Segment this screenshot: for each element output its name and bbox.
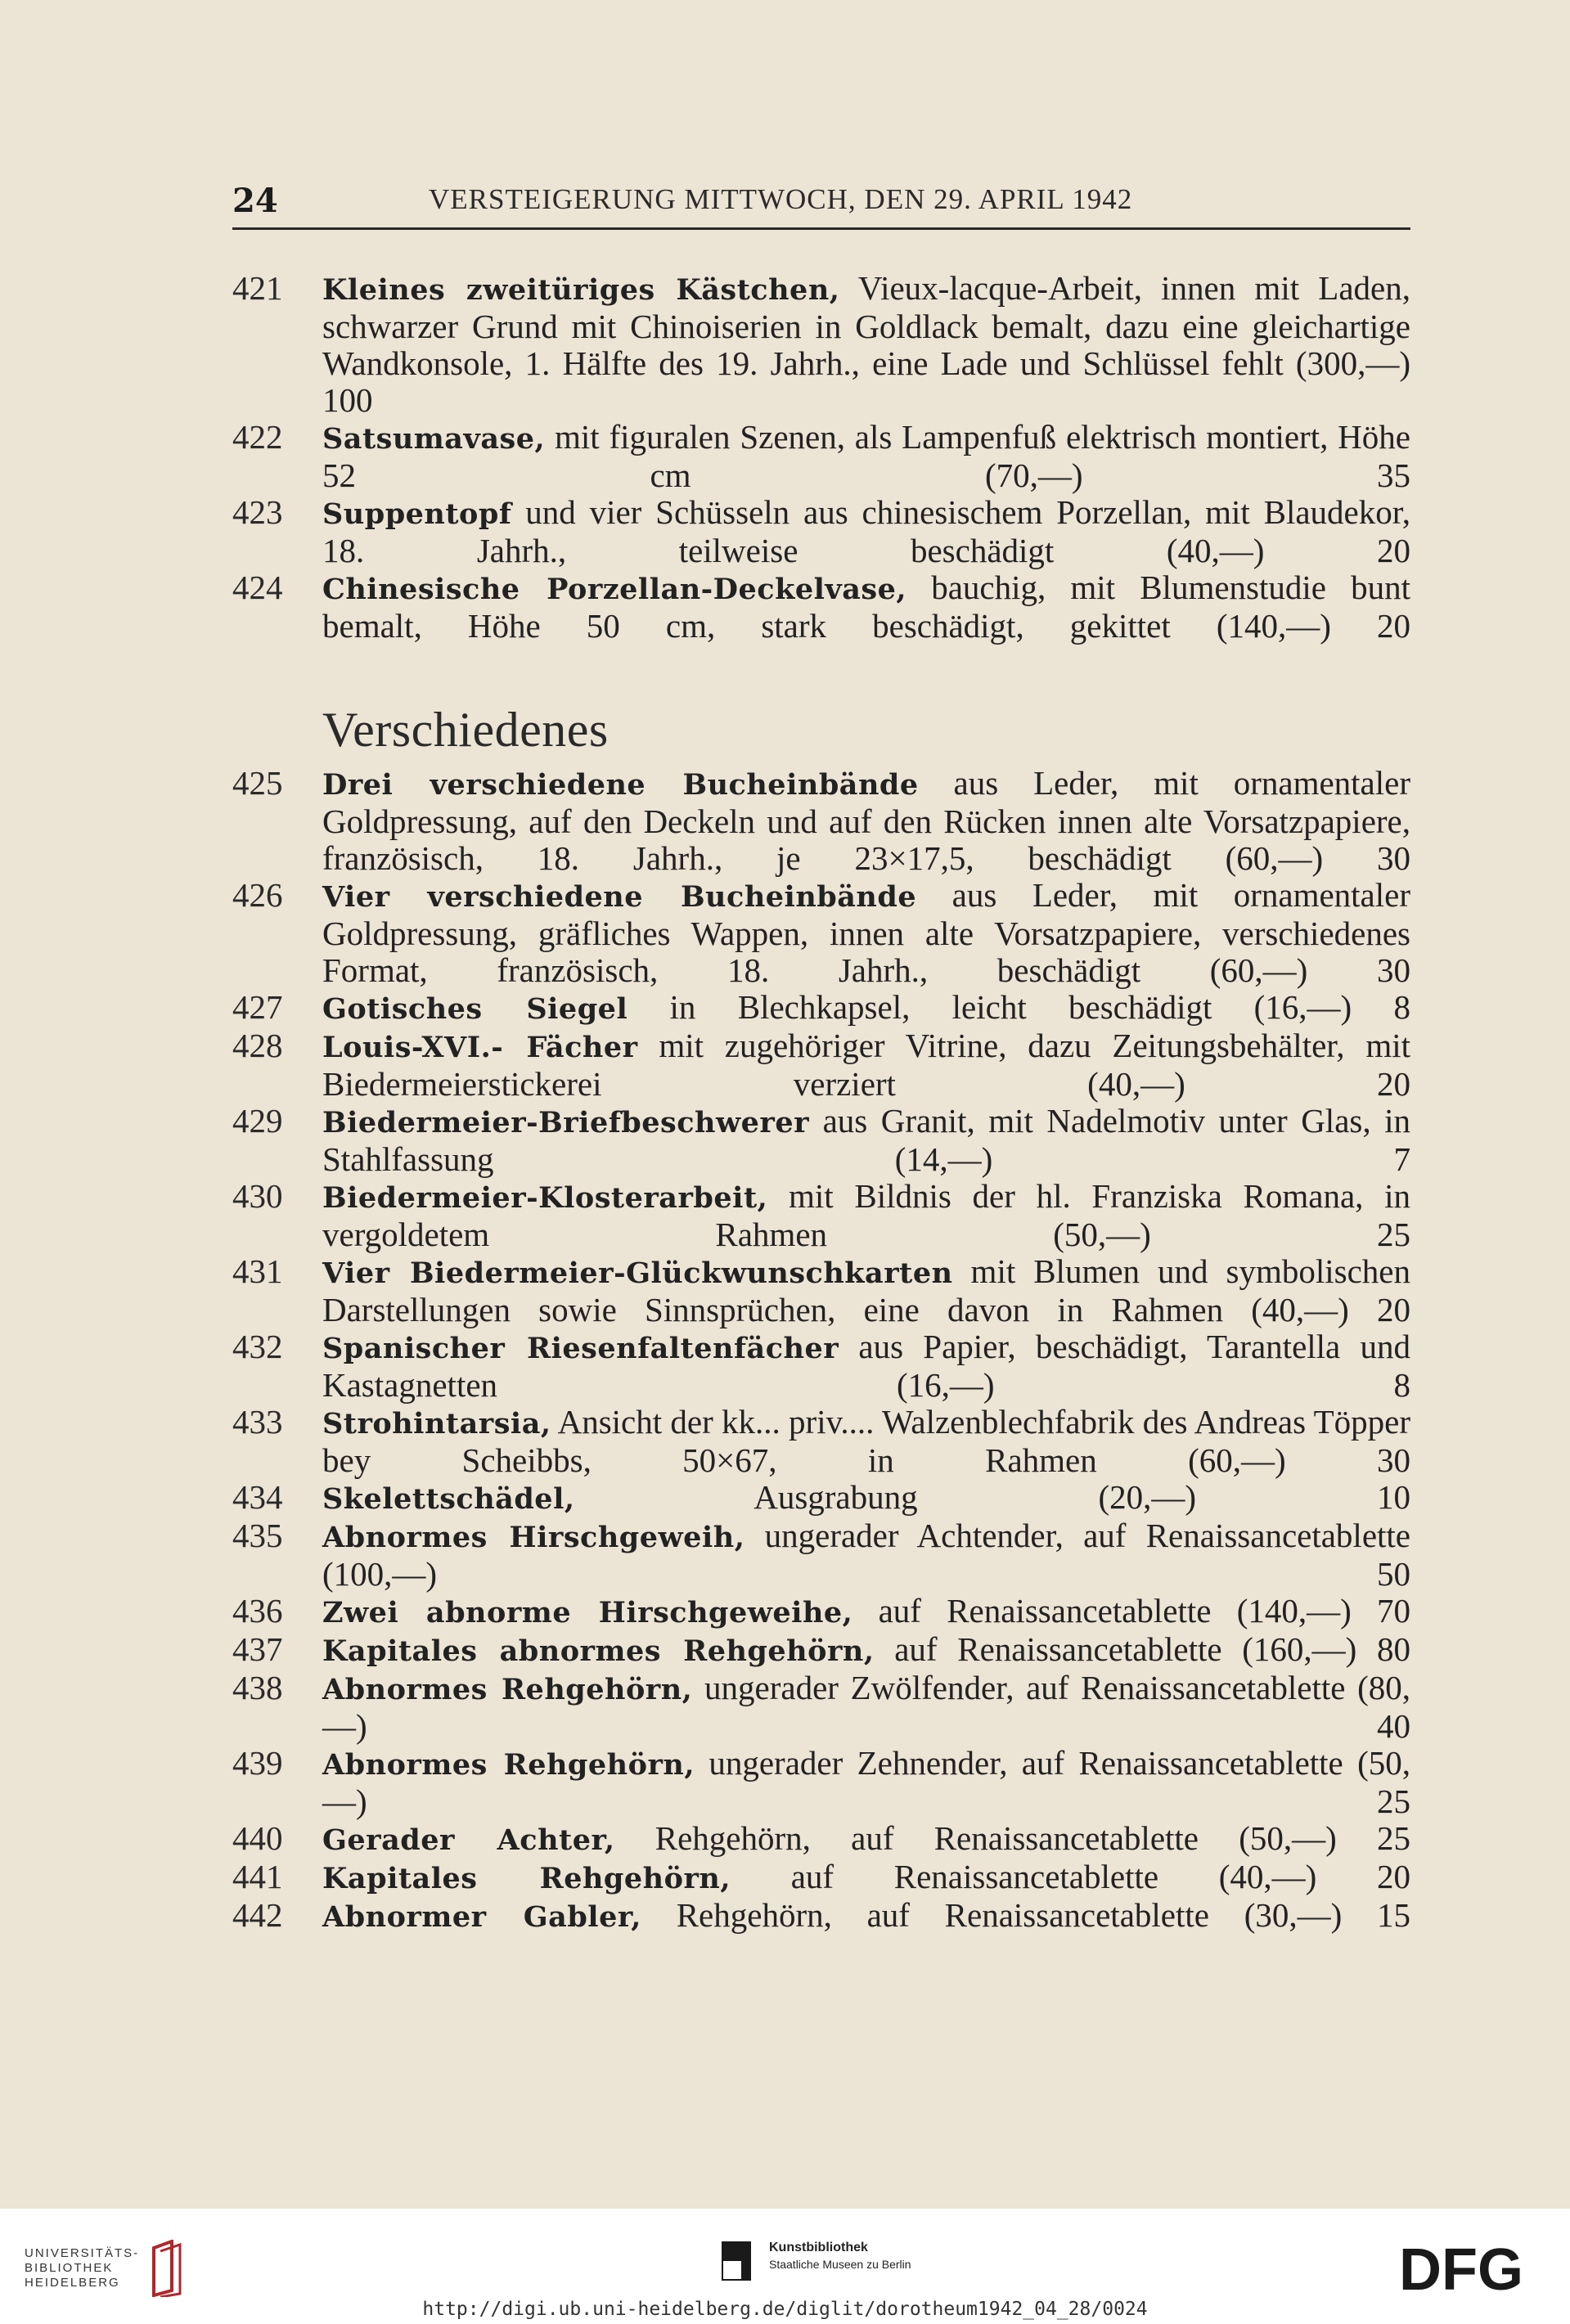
lot-title: Kapitales abnormes Rehgehörn,	[322, 1634, 875, 1668]
lot-price: 100	[322, 381, 373, 419]
lot-title: Vier Biedermeier-Glückwunschkarten	[322, 1256, 953, 1290]
lot-title: Biedermeier-Klosterarbeit,	[322, 1181, 768, 1215]
running-title: VERSTEIGERUNG MITTWOCH, DEN 29. APRIL 1942	[429, 183, 1133, 215]
lot-entry	[232, 569, 1410, 645]
lot-number: 425	[232, 764, 283, 802]
lot-number: 439	[232, 1744, 283, 1782]
lot-description: Rehgehörn, auf Renaissancetablette (30,—)	[641, 1896, 1343, 1934]
lot-description: mit Blumen und symbolischen Darstellungen sowie Sinnsprüchen, eine davon in Rahmen (40,—)	[322, 1252, 1410, 1328]
lot-entry	[232, 1593, 1410, 1631]
lot-number: 440	[232, 1819, 283, 1857]
lot-number: 431	[232, 1252, 283, 1290]
lot-description: Rehgehörn, auf Renaissancetablette (50,—)	[614, 1819, 1337, 1857]
lot-description: Ansicht der kk... priv.... Walzenblechfabrik des Andreas Töpper bey Scheibbs, 50×67, in Rahmen (60,—)	[322, 1403, 1410, 1479]
lot-description: auf Renaissancetablette (140,—)	[852, 1592, 1352, 1629]
lot-entry	[232, 1820, 1410, 1859]
lot-title: Spanischer Riesenfaltenfächer	[322, 1332, 839, 1365]
lot-description: aus Leder, mit ornamentaler Goldpressung, auf den Deckeln und auf den Rücken innen alte Vorsatzpapiere, französisch, 18. Jahrh., je 23×17,5, beschädigt (60,—)	[322, 764, 1410, 877]
lot-number: 430	[232, 1177, 283, 1215]
lot-entry	[232, 1859, 1410, 1897]
dfg-text: DFG	[1399, 2245, 1523, 2295]
lot-description: ungerader Achtender, auf Renaissancetablette (100,—)	[322, 1517, 1411, 1593]
lot-title: Abnormes Rehgehörn,	[322, 1748, 695, 1782]
section-title: Verschiedenes	[322, 703, 609, 757]
lot-description: Vieux-lacque-Arbeit, innen mit Laden, schwarzer Grund mit Chinoiserien in Goldlack bemalt, dazu eine gleichartige Wandkonsole, 1. Hälfte des 19. Jahrh., eine Lade und Schlüssel fehlt (300,—)	[322, 269, 1411, 382]
lot-entry	[232, 419, 1410, 494]
lot-entry	[232, 1328, 1410, 1404]
lot-title: Kapitales Rehgehörn,	[322, 1862, 731, 1895]
lot-number: 438	[232, 1669, 283, 1706]
lot-entry	[232, 1745, 1410, 1820]
lot-number: 423	[232, 493, 283, 531]
kunstbibliothek-logo[interactable]	[720, 2240, 911, 2282]
lot-entry	[232, 1670, 1410, 1745]
lot-description: mit zugehöriger Vitrine, dazu Zeitungsbehälter, mit Biedermeierstickerei verziert (40,—)	[322, 1027, 1410, 1103]
lot-description: mit Bildnis der hl. Franziska Romana, in vergoldetem Rahmen (50,—)	[322, 1177, 1410, 1253]
lot-price: 20	[1377, 1291, 1410, 1328]
lot-price: 35	[1377, 456, 1410, 494]
lot-number: 424	[232, 569, 283, 606]
lot-price: 20	[1377, 1065, 1411, 1103]
lot-price: 25	[1377, 1782, 1410, 1820]
lot-list-after	[232, 765, 1410, 1935]
lot-price: 30	[1377, 839, 1411, 877]
lot-entry	[232, 1479, 1410, 1517]
lot-price: 40	[1377, 1707, 1410, 1745]
lot-number: 429	[232, 1102, 283, 1140]
lot-description: und vier Schüsseln aus chinesischem Porzellan, mit Blaudekor, 18. Jahrh., teilweise beschädigt (40,—)	[322, 493, 1410, 569]
running-head	[232, 178, 1410, 230]
dfg-logo[interactable]	[1399, 2245, 1546, 2299]
lot-entry	[232, 1027, 1410, 1103]
lot-entry	[232, 989, 1410, 1027]
lot-price: 20	[1377, 1858, 1411, 1895]
lot-number: 434	[232, 1478, 283, 1516]
kunstbibliothek-mark-icon	[720, 2240, 753, 2282]
ub-heidelberg-logo[interactable]	[25, 2240, 188, 2297]
lot-title: Vier verschiedene Bucheinbände	[322, 880, 917, 914]
lot-title: Louis-XVI.- Fächer	[322, 1031, 638, 1064]
lot-list-before	[232, 270, 1410, 645]
lot-title: Abnormer Gabler,	[322, 1900, 641, 1934]
lot-number: 422	[232, 418, 283, 456]
lot-price: 20	[1377, 607, 1410, 645]
lot-entry	[232, 1897, 1410, 1935]
lot-entry	[232, 765, 1410, 877]
lot-entry	[232, 1517, 1410, 1593]
lot-title: Suppentopf	[322, 497, 512, 531]
lot-title: Satsumavase,	[322, 422, 546, 456]
lot-description: ungerader Zwölfender, auf Renaissancetablette (80,—)	[322, 1669, 1410, 1745]
lot-number: 421	[232, 269, 283, 307]
lot-number: 433	[232, 1403, 283, 1441]
lot-price: 80	[1377, 1630, 1411, 1668]
lot-price: 30	[1377, 1441, 1410, 1479]
lot-price: 30	[1377, 951, 1410, 989]
lot-price: 70	[1377, 1592, 1411, 1629]
lot-description: ungerader Zehnender, auf Renaissancetablette (50,—)	[322, 1744, 1410, 1820]
lot-number: 437	[232, 1630, 283, 1668]
lot-price: 10	[1377, 1478, 1410, 1516]
kb-name: Kunstbibliothek	[769, 2241, 868, 2254]
lot-description: mit figuralen Szenen, als Lampenfuß elektrisch montiert, Höhe 52 cm (70,—)	[322, 418, 1410, 494]
lot-price: 25	[1377, 1216, 1411, 1253]
lot-description: auf Renaissancetablette (160,—)	[874, 1630, 1357, 1668]
lot-description: aus Leder, mit ornamentaler Goldpressung, gräfliches Wappen, innen alte Vorsatzpapiere, verschiedenes Format, französisch, 18. Jahrh., beschädigt (60,—)	[322, 876, 1410, 989]
lot-title: Zwei abnorme Hirschgeweihe,	[322, 1596, 853, 1629]
lot-number: 435	[232, 1517, 283, 1554]
kb-sub: Staatliche Museen zu Berlin	[769, 2258, 911, 2271]
lot-entry	[232, 1178, 1410, 1253]
lot-entry	[232, 1103, 1410, 1178]
lot-number: 426	[232, 876, 283, 914]
lot-price: 25	[1377, 1819, 1410, 1857]
lot-entry	[232, 494, 1410, 569]
lot-entry	[232, 1253, 1410, 1328]
page-number: 24	[232, 182, 278, 220]
lot-number: 427	[232, 988, 283, 1026]
lot-title: Drei verschiedene Bucheinbände	[322, 768, 919, 802]
lot-number: 442	[232, 1896, 283, 1934]
lot-price: 8	[1393, 1366, 1410, 1404]
lot-entry	[232, 1404, 1410, 1479]
lot-number: 441	[232, 1858, 283, 1895]
lot-title: Kleines zweitüriges Kästchen,	[322, 273, 840, 307]
lot-title: Abnormes Rehgehörn,	[322, 1673, 693, 1706]
lot-description: auf Renaissancetablette (40,—)	[731, 1858, 1317, 1895]
ub-line2: BIBLIOTHEK	[25, 2261, 114, 2275]
footer-bar	[0, 2209, 1570, 2324]
lot-entry	[232, 877, 1410, 989]
lot-price: 8	[1393, 988, 1410, 1026]
ub-line3: HEIDELBERG	[25, 2276, 120, 2290]
lot-description: Ausgrabung (20,—)	[574, 1478, 1197, 1516]
lot-description: in Blechkapsel, leicht beschädigt (16,—)	[628, 988, 1352, 1026]
lot-price: 7	[1393, 1140, 1410, 1178]
ub-line1: UNIVERSITÄTS-	[25, 2246, 140, 2260]
ub-mark-icon	[147, 2240, 188, 2297]
lot-price: 50	[1377, 1555, 1410, 1593]
lot-title: Abnormes Hirschgeweih,	[322, 1521, 745, 1554]
lot-title: Chinesische Porzellan-Deckelvase,	[322, 573, 907, 606]
lot-price: 15	[1377, 1896, 1410, 1934]
lot-title: Gotisches Siegel	[322, 992, 628, 1026]
lot-price: 20	[1377, 532, 1411, 569]
lot-description: aus Granit, mit Nadelmotiv unter Glas, in Stahlfassung (14,—)	[322, 1102, 1410, 1178]
lot-title: Skelettschädel,	[322, 1482, 575, 1516]
lot-entry	[232, 270, 1410, 419]
lot-description: aus Papier, beschädigt, Tarantella und Kastagnetten (16,—)	[322, 1328, 1410, 1404]
lot-title: Strohintarsia,	[322, 1407, 551, 1441]
lot-number: 428	[232, 1027, 283, 1064]
lot-number: 436	[232, 1592, 283, 1629]
source-url[interactable]: http://digi.ub.uni-heidelberg.de/diglit/dorotheum1942_04_28/0024	[422, 2299, 1148, 2320]
lot-title: Gerader Achter,	[322, 1823, 615, 1857]
lot-number: 432	[232, 1328, 283, 1365]
lot-description: bauchig, mit Blumenstudie bunt bemalt, Höhe 50 cm, stark beschädigt, gekittet (140,—)	[322, 569, 1410, 645]
lot-entry	[232, 1631, 1410, 1670]
lot-title: Biedermeier-Briefbeschwerer	[322, 1106, 810, 1140]
